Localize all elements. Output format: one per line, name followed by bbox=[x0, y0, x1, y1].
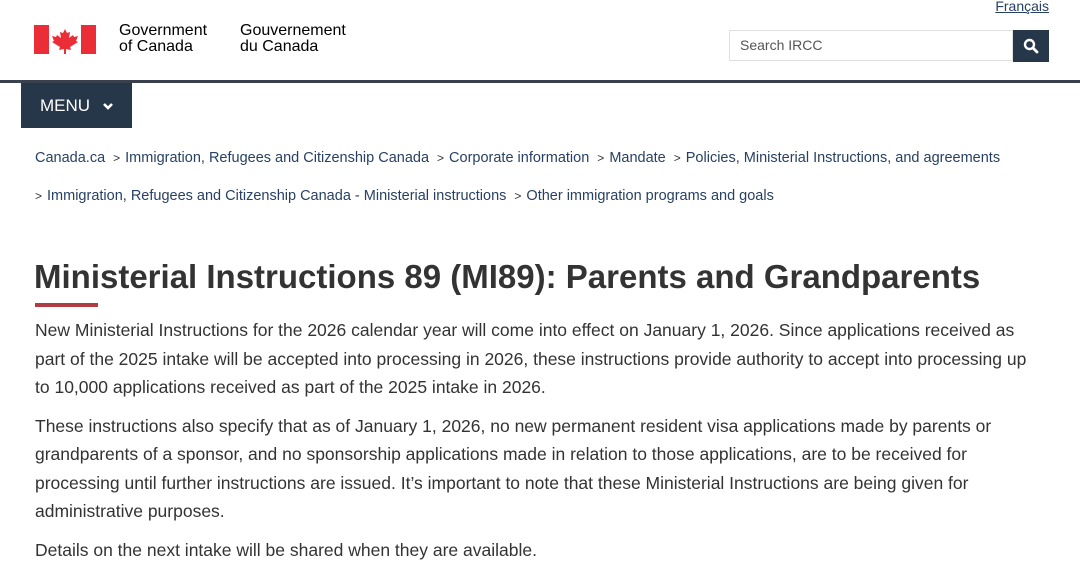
chevron-right-icon: > bbox=[437, 151, 445, 165]
signature-line: Gouvernement bbox=[240, 22, 346, 39]
signature-english[interactable] bbox=[119, 23, 207, 55]
language-toggle-link[interactable]: Français bbox=[995, 0, 1049, 14]
breadcrumb-row-2 bbox=[35, 188, 1055, 204]
signature-french[interactable] bbox=[240, 23, 346, 55]
paragraph: Details on the next intake will be shared when they are available. bbox=[35, 539, 537, 560]
chevron-down-icon bbox=[102, 101, 114, 111]
paragraph: New Ministerial Instructions for the 2026 calendar year will come into effect on January 1, 2026. Since applications received as part of the 2025 intake will be accepted into processing in 2026, these instructions provide authority to accept into processing up to 10,000 applications received as part of the 2025 intake in 2026. bbox=[35, 320, 1027, 397]
signature-line: Government bbox=[119, 22, 208, 39]
search-input[interactable]: Search IRCC bbox=[729, 30, 1013, 61]
paragraph: These instructions also specify that as of January 1, 2026, no new permanent resident visa applications made by parents or grandparents of a sponsor, and no sponsorship applications made in relation to those applications, are to be received for processing until further instructions are issued. It’s important to note that these Ministerial Instructions are being given for administrative purposes. bbox=[35, 415, 992, 521]
canada-flag-icon bbox=[34, 25, 96, 54]
breadcrumb-link[interactable]: Canada.ca bbox=[35, 150, 106, 166]
menu-button[interactable] bbox=[21, 83, 132, 128]
breadcrumb bbox=[35, 150, 1055, 166]
menu-label: MENU bbox=[40, 95, 91, 115]
search-button[interactable] bbox=[1013, 30, 1049, 62]
chevron-right-icon: > bbox=[673, 151, 681, 165]
chevron-right-icon: > bbox=[113, 151, 121, 165]
chevron-right-icon: > bbox=[514, 189, 522, 203]
breadcrumb-link[interactable]: Policies, Ministerial Instructions, and agreements bbox=[685, 150, 1001, 166]
breadcrumb-link[interactable]: Other immigration programs and goals bbox=[526, 188, 774, 204]
main-content bbox=[35, 316, 1045, 574]
title-underline bbox=[35, 303, 98, 307]
signature-line: of Canada bbox=[119, 38, 193, 55]
search-icon bbox=[1023, 38, 1039, 54]
signature-line: du Canada bbox=[240, 38, 319, 55]
breadcrumb-link[interactable]: Corporate information bbox=[449, 150, 590, 166]
breadcrumb-link[interactable]: Immigration, Refugees and Citizenship Canada bbox=[125, 150, 430, 166]
page-title: Ministerial Instructions 89 (MI89): Parents and Grandparents bbox=[34, 258, 981, 295]
breadcrumb-link[interactable]: Mandate bbox=[609, 150, 666, 166]
site-header bbox=[0, 0, 1080, 83]
breadcrumb-link[interactable]: Immigration, Refugees and Citizenship Canada - Ministerial instructions bbox=[47, 188, 507, 204]
chevron-right-icon: > bbox=[597, 151, 605, 165]
chevron-right-icon: > bbox=[35, 189, 43, 203]
